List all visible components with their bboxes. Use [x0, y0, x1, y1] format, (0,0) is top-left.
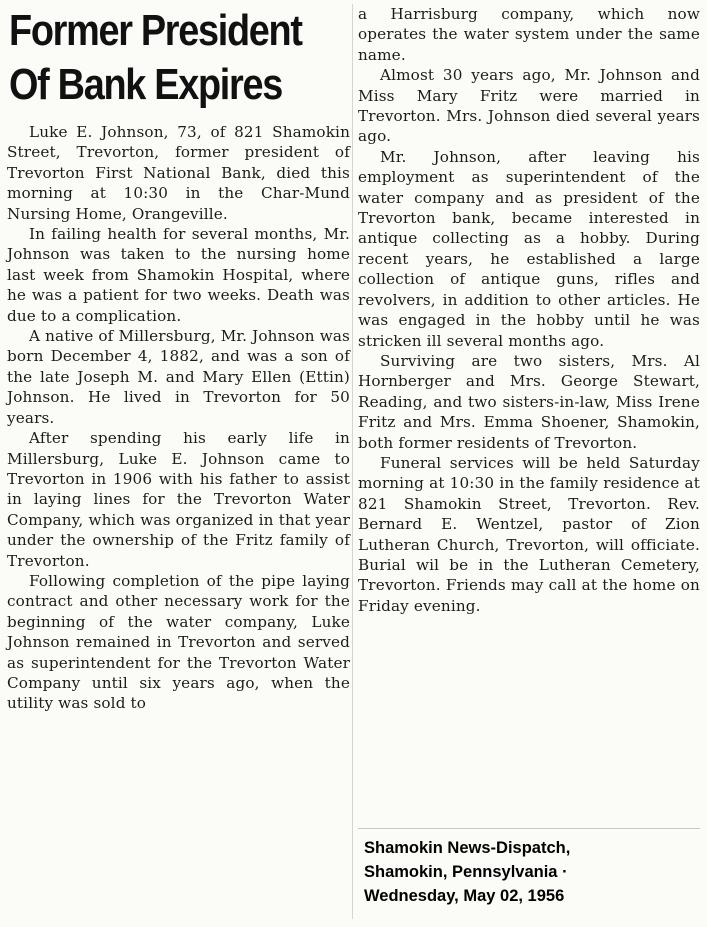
article-paragraph: In failing health for several months, Mr. Johnson was taken to the nursing home last week from Shamokin Hospital, where he was a patient for two weeks. Death was due to a complication. — [7, 225, 350, 325]
article-paragraph: After spending his early life in Millersburg, Luke E. Johnson came to Trevorton in 1906 with his father to assist in laying lines for the Trevorton Water Company, which was organized in that year under the ownership of the Fritz family of Trevorton. — [7, 429, 350, 570]
headline-line-1: Former President — [9, 6, 302, 55]
caption-rule — [358, 828, 700, 829]
article-paragraph: Luke E. Johnson, 73, of 821 Shamokin Street, Trevorton, former president of Trevorton First National Bank, died this morning at 10:30 in the Char-Mund Nursing Home, Orangeville. — [7, 123, 350, 223]
column-divider — [352, 4, 353, 919]
headline-line-2: Of Bank Expires — [9, 60, 282, 109]
caption-location: Shamokin, Pennsylvania · — [364, 863, 568, 881]
left-column — [7, 4, 350, 714]
caption-publication: Shamokin News-Dispatch, — [364, 839, 571, 857]
article-paragraph: Almost 30 years ago, Mr. Johnson and Miss Mary Fritz were married in Trevorton. Mrs. Johnson died several years ago. — [358, 66, 700, 146]
article-paragraph: Following completion of the pipe laying contract and other necessary work for the beginning of the water company, Luke Johnson remained in Trevorton and served as superintendent for the Trevorton Water Company until six years ago, when the utility was sold to — [7, 571, 350, 713]
source-caption — [364, 836, 704, 908]
caption-date: Wednesday, May 02, 1956 — [364, 887, 565, 905]
article-paragraph: Surviving are two sisters, Mrs. Al Hornberger and Mrs. George Stewart, Reading, and two sisters-in-law, Miss Irene Fritz and Mrs. Emma Shoener, Shamokin, both former residents of Trevorton. — [358, 351, 700, 452]
article-paragraph: Funeral services will be held Saturday morning at 10:30 in the family residence at 821 Shamokin Street, Trevorton. Rev. Bernard E. Wentzel, pastor of Zion Lutheran Church, Trevorton, will officiate. Burial wil be in the Lutheran Cemetery, Trevorton. Friends may call at the home on Friday evening. — [358, 453, 700, 615]
article-paragraph: a Harrisburg company, which now operates the water system under the same name. — [358, 5, 700, 64]
article-paragraph: Mr. Johnson, after leaving his employment as superintendent of the water company and as president of the Trevorton bank, became interested in antique collecting as a hobby. During recent years, he established a large collection of antique guns, rifles and revolvers, in addition to other articles. He was engaged in the hobby until he was stricken ill several months ago. — [358, 147, 700, 350]
headline — [9, 4, 302, 112]
article-paragraph: A native of Millersburg, Mr. Johnson was born December 4, 1882, and was a son of the late Joseph M. and Mary Ellen (Ettin) Johnson. He lived in Trevorton for 50 years. — [7, 327, 350, 427]
right-column — [358, 4, 700, 616]
